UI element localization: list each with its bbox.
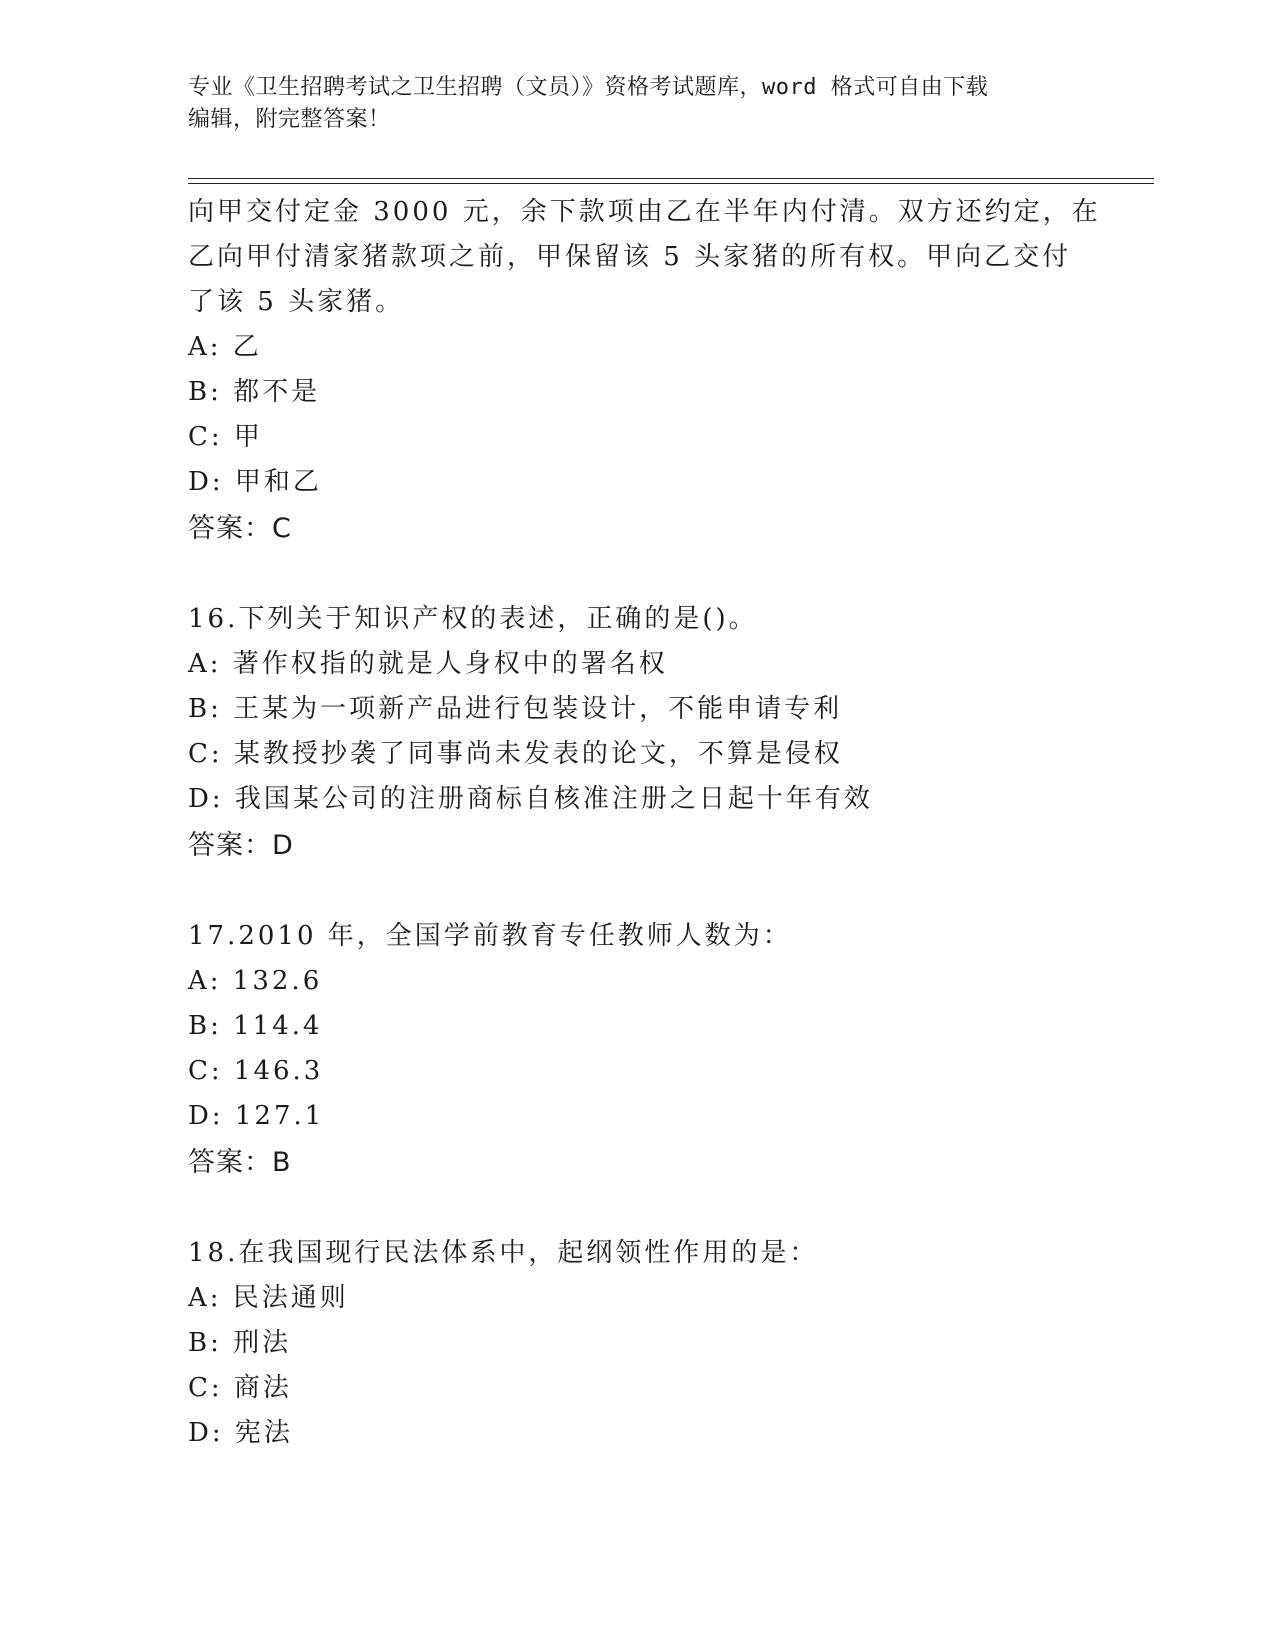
question-text-line: 了该 5 头家猪。 [188, 287, 405, 317]
option-b: B: 114.4 [188, 1011, 323, 1041]
option-a: A: 132.6 [188, 966, 323, 996]
question-17 [188, 914, 1088, 1187]
option-a: A: 著作权指的就是人身权中的署名权 [188, 649, 668, 679]
option-d: D: 甲和乙 [188, 467, 322, 497]
option-d: D: 我国某公司的注册商标自核准注册之日起十年有效 [188, 784, 873, 814]
question-15-continuation [188, 190, 1101, 553]
option-a: A: 乙 [188, 332, 262, 362]
option-c: C: 商法 [188, 1373, 292, 1403]
question-stem: 16.下列关于知识产权的表述，正确的是()。 [188, 604, 758, 634]
spacer [188, 870, 1088, 914]
option-b: B: 都不是 [188, 377, 321, 407]
option-d: D: 127.1 [188, 1101, 325, 1131]
question-18 [188, 1231, 1088, 1456]
header-line-1: 专业《卫生招聘考试之卫生招聘（文员）》资格考试题库，word 格式可自由下载 [188, 75, 989, 100]
option-c: C: 146.3 [188, 1056, 324, 1086]
option-c: C: 甲 [188, 422, 263, 452]
answer-label: 答案：D [188, 830, 294, 861]
question-stem: 18.在我国现行民法体系中，起纲领性作用的是： [188, 1238, 819, 1268]
question-text-line: 向甲交付定金 3000 元，余下款项由乙在半年内付清。双方还约定，在 [188, 197, 1101, 227]
header-line-2: 编辑，附完整答案！ [188, 107, 391, 132]
spacer [188, 1187, 1088, 1231]
document-body [188, 190, 1101, 1456]
option-b: B: 王某为一项新产品进行包装设计，不能申请专利 [188, 694, 843, 724]
option-c: C: 某教授抄袭了同事尚未发表的论文，不算是侵权 [188, 739, 843, 769]
header-divider-bottom [188, 183, 1154, 184]
answer-label: 答案：C [188, 513, 292, 544]
option-d: D: 宪法 [188, 1418, 293, 1448]
question-stem: 17.2010 年，全国学前教育专任教师人数为： [188, 921, 792, 951]
header-divider-top [188, 178, 1154, 179]
option-a: A: 民法通则 [188, 1283, 349, 1313]
spacer [188, 553, 1088, 597]
question-16 [188, 597, 1088, 870]
answer-label: 答案：B [188, 1147, 292, 1178]
document-header [188, 72, 1088, 136]
option-b: B: 刑法 [188, 1328, 292, 1358]
question-text-line: 乙向甲付清家猪款项之前，甲保留该 5 头家猪的所有权。甲向乙交付 [188, 242, 1072, 272]
